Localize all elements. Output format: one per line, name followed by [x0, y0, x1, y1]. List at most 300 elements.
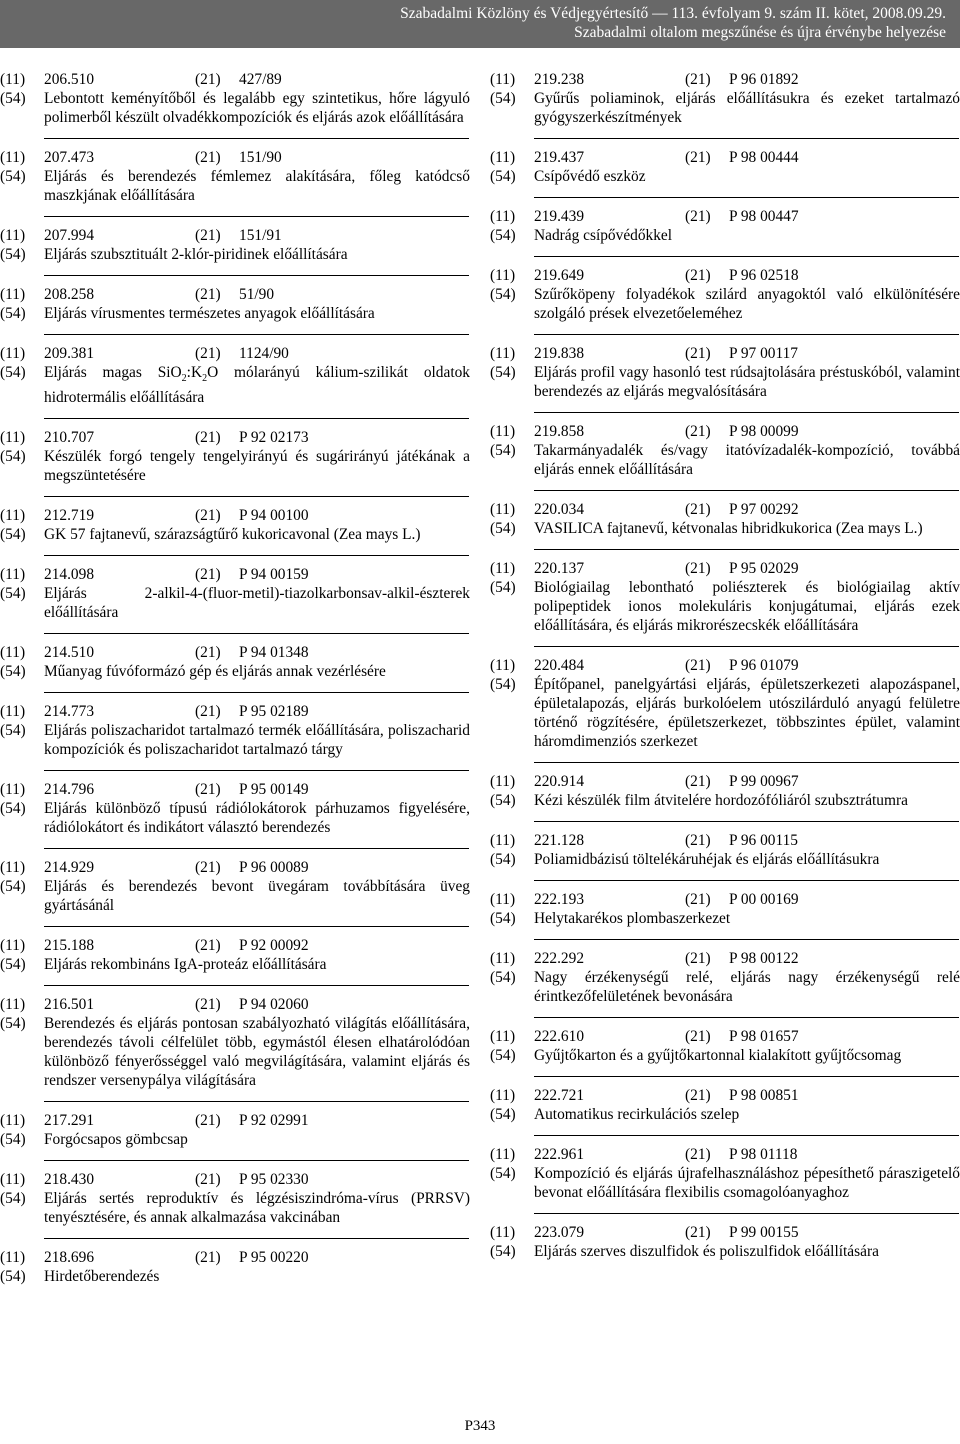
patent-entry	[0, 702, 470, 771]
patent-entry	[0, 428, 470, 497]
code-21-label: (21)	[685, 773, 711, 790]
patent-title: Gyűjtőkarton és a gyűjtőkartonnal kialakított gyűjtőcsomag	[534, 1047, 902, 1064]
code-54-label: (54)	[0, 878, 26, 896]
patent-number: 219.858	[534, 423, 585, 440]
patent-number: 220.914	[534, 773, 585, 790]
patent-number: 222.193	[534, 891, 585, 908]
section-title: Szabadalmi oltalom megszűnése és újra érvénybe helyezése	[574, 24, 946, 41]
application-number: 151/91	[239, 227, 282, 244]
code-11-label: (11)	[0, 566, 26, 584]
code-54-label: (54)	[490, 1165, 516, 1182]
patent-entry	[490, 148, 960, 198]
code-54-label: (54)	[490, 520, 516, 537]
code-21-label: (21)	[195, 781, 221, 799]
patent-number-row	[0, 565, 470, 584]
patent-title: Műanyag fúvóformázó gép és eljárás annak vezérlésére	[44, 663, 386, 681]
patent-number-row	[490, 266, 960, 285]
patent-entry	[0, 1170, 470, 1239]
patent-number-row	[490, 559, 960, 578]
code-11-label: (11)	[0, 996, 26, 1014]
patent-entry	[490, 1223, 960, 1273]
patent-title-row	[0, 799, 470, 837]
patent-title-row	[490, 968, 960, 1006]
patent-number-row	[0, 428, 470, 447]
application-number: P 98 00099	[729, 423, 799, 440]
patent-entry	[490, 344, 960, 413]
application-number: P 96 01079	[729, 657, 799, 674]
patent-title: Eljárás szerves diszulfidok és poliszulfidok előállítására	[534, 1243, 879, 1260]
patent-entry	[0, 148, 470, 217]
patent-title: Eljárás vírusmentes természetes anyagok előállítására	[44, 305, 375, 322]
patent-title: Eljárás és berendezés bevont üvegáram továbbítására üveg gyártásánál	[44, 878, 470, 915]
application-number: P 95 00220	[239, 1249, 309, 1267]
code-21-label: (21)	[195, 566, 221, 584]
patent-number-row	[0, 643, 470, 662]
application-number: P 95 00149	[239, 781, 309, 799]
patent-number: 220.034	[534, 501, 585, 518]
patent-title-row	[490, 441, 960, 479]
patent-title-row	[490, 226, 960, 245]
code-11-label: (11)	[0, 859, 26, 877]
patent-number-row	[490, 1086, 960, 1105]
code-11-label: (11)	[490, 267, 516, 284]
patent-number: 214.098	[44, 566, 95, 584]
code-54-label: (54)	[0, 90, 26, 107]
patent-title-row	[0, 955, 470, 974]
patent-number-row	[490, 207, 960, 226]
patent-number-row	[0, 702, 470, 721]
application-number: P 99 00967	[729, 773, 799, 790]
code-54-label: (54)	[0, 364, 26, 381]
patent-entry	[490, 1145, 960, 1214]
code-21-label: (21)	[685, 267, 711, 284]
patent-number-row	[0, 1111, 470, 1130]
code-54-label: (54)	[490, 227, 516, 244]
patent-entry	[490, 559, 960, 647]
code-54-label: (54)	[0, 663, 26, 681]
code-21-label: (21)	[685, 560, 711, 577]
code-11-label: (11)	[490, 950, 516, 967]
patent-number-row	[0, 285, 470, 304]
patent-title-row	[490, 578, 960, 635]
code-21-label: (21)	[195, 227, 221, 244]
patent-number-row	[490, 1145, 960, 1164]
patent-number: 222.961	[534, 1146, 585, 1163]
patent-number: 219.238	[534, 71, 585, 88]
patent-title-row	[0, 877, 470, 915]
patent-title: Kompozíció és eljárás újrafelhasználáshoz pépesíthető páraszigetelő bevonat előállítására flexibilis csomagolóanyaghoz	[534, 1165, 960, 1201]
code-54-label: (54)	[490, 579, 516, 596]
patent-number-row	[0, 506, 470, 525]
patent-number: 216.501	[44, 996, 95, 1014]
application-number: P 92 02991	[239, 1112, 309, 1130]
code-54-label: (54)	[490, 676, 516, 693]
patent-entry	[490, 70, 960, 139]
patent-number-row	[490, 890, 960, 909]
application-number: P 96 02518	[729, 267, 799, 284]
patent-entry	[0, 1248, 470, 1298]
patent-number: 208.258	[44, 286, 95, 303]
application-number: P 94 01348	[239, 644, 309, 662]
application-number: P 97 00117	[729, 345, 798, 362]
patent-title-row	[0, 167, 470, 205]
code-21-label: (21)	[685, 423, 711, 440]
patent-title-row	[490, 909, 960, 928]
patent-entry	[0, 226, 470, 276]
code-54-label: (54)	[490, 1047, 516, 1064]
code-21-label: (21)	[195, 937, 221, 955]
patent-title: Lebontott keményítőből és legalább egy szintetikus, hőre lágyuló polimerből készült olvadékkompozíciók és eljárás azok előállítására	[44, 90, 470, 126]
patent-number-row	[0, 780, 470, 799]
code-21-label: (21)	[685, 1087, 711, 1104]
patent-title-row	[0, 721, 470, 759]
code-54-label: (54)	[490, 851, 516, 868]
patent-entry	[490, 422, 960, 491]
patent-number: 219.649	[534, 267, 585, 284]
application-number: P 98 01118	[729, 1146, 798, 1163]
patent-number-row	[0, 344, 470, 363]
patent-number-row	[0, 1170, 470, 1189]
subscript: 2	[202, 373, 208, 385]
patent-title-row	[490, 285, 960, 323]
patent-title: Szűrőköpeny folyadékok szilárd anyagoktól való elkülönítésére szolgáló prések elvezetőeleméhez	[534, 286, 960, 322]
patent-title-row	[490, 363, 960, 401]
code-54-label: (54)	[0, 1131, 26, 1149]
code-21-label: (21)	[195, 1112, 221, 1130]
code-54-label: (54)	[490, 1243, 516, 1260]
code-21-label: (21)	[195, 71, 221, 88]
application-number: P 94 02060	[239, 996, 309, 1014]
application-number: P 98 01657	[729, 1028, 799, 1045]
patent-entry	[0, 344, 470, 419]
patent-number: 214.929	[44, 859, 95, 877]
patent-title: Eljárás különböző típusú rádiólokátorok párhuzamos figyelésére, rádiólokátort és indikátort választó berendezés	[44, 800, 470, 837]
code-11-label: (11)	[0, 937, 26, 955]
application-number: P 98 00122	[729, 950, 799, 967]
code-54-label: (54)	[0, 1190, 26, 1208]
patent-entry	[0, 70, 470, 139]
code-54-label: (54)	[0, 1268, 26, 1286]
code-11-label: (11)	[490, 891, 516, 908]
patent-entry	[0, 285, 470, 335]
patent-title-row	[0, 89, 470, 127]
code-21-label: (21)	[685, 208, 711, 225]
subscript: 2	[181, 373, 187, 385]
patent-title-row	[0, 662, 470, 681]
code-21-label: (21)	[685, 71, 711, 88]
application-number: P 98 00851	[729, 1087, 799, 1104]
patent-number-row	[490, 772, 960, 791]
code-11-label: (11)	[490, 1028, 516, 1045]
code-21-label: (21)	[195, 1171, 221, 1189]
patent-number-row	[490, 1223, 960, 1242]
patent-entry	[0, 936, 470, 986]
code-54-label: (54)	[0, 585, 26, 603]
patent-number-row	[0, 148, 470, 167]
code-11-label: (11)	[0, 71, 26, 88]
code-21-label: (21)	[685, 1224, 711, 1241]
application-number: P 95 02330	[239, 1171, 309, 1189]
code-54-label: (54)	[0, 722, 26, 740]
patent-number: 219.439	[534, 208, 585, 225]
code-54-label: (54)	[0, 1015, 26, 1033]
patent-entry	[0, 643, 470, 693]
patent-title-row	[490, 791, 960, 810]
code-54-label: (54)	[490, 286, 516, 303]
code-54-label: (54)	[490, 168, 516, 185]
patent-entry	[0, 1111, 470, 1161]
patent-title-row	[490, 89, 960, 127]
application-number: P 99 00155	[729, 1224, 799, 1241]
patent-number: 214.796	[44, 781, 95, 799]
application-number: P 96 00115	[729, 832, 798, 849]
code-21-label: (21)	[195, 703, 221, 721]
application-number: P 96 00089	[239, 859, 309, 877]
code-21-label: (21)	[685, 149, 711, 166]
patent-title: Eljárás 2-alkil-4-(fluor-metil)-tiazolkarbonsav-alkil-észterek előállítására	[44, 585, 470, 622]
application-number: P 00 00169	[729, 891, 799, 908]
patent-title-row	[0, 304, 470, 323]
patent-title: Eljárás szubsztituált 2-klór-piridinek előállítására	[44, 246, 348, 263]
patent-title: Forgócsapos gömbcsap	[44, 1131, 188, 1149]
patent-number-row	[0, 936, 470, 955]
patent-entry	[0, 780, 470, 849]
patent-number: 218.430	[44, 1171, 95, 1189]
code-11-label: (11)	[490, 832, 516, 849]
patent-title: Eljárás profil vagy hasonló test rúdsajtolására préstuskóból, valamint berendezés az eljárás megvalósítására	[534, 364, 960, 400]
code-54-label: (54)	[490, 792, 516, 809]
patent-number: 221.128	[534, 832, 585, 849]
code-11-label: (11)	[0, 781, 26, 799]
code-54-label: (54)	[490, 90, 516, 107]
journal-title: Szabadalmi Közlöny és Védjegyértesítő — 113. évfolyam 9. szám II. kötet, 2008.09.29.	[400, 5, 946, 22]
patent-title-row	[0, 1267, 470, 1286]
code-21-label: (21)	[195, 1249, 221, 1267]
code-21-label: (21)	[195, 149, 221, 166]
application-number: P 98 00447	[729, 208, 799, 225]
patent-title-row	[490, 1164, 960, 1202]
patent-number: 206.510	[44, 71, 95, 88]
patent-number: 219.838	[534, 345, 585, 362]
patent-number: 210.707	[44, 429, 95, 447]
patent-title: Eljárás sertés reproduktív és légzésiszindróma-vírus (PRRSV) tenyésztésére, és annak alkalmazása vakcinában	[44, 1190, 470, 1227]
patent-title: Gyűrűs poliaminok, eljárás előállításukra és ezeket tartalmazó gyógyszerkészítmények	[534, 90, 960, 126]
code-11-label: (11)	[490, 1224, 516, 1241]
patent-title: Automatikus recirkulációs szelep	[534, 1106, 740, 1123]
patent-entry	[490, 500, 960, 550]
patent-number: 215.188	[44, 937, 95, 955]
patent-number-row	[490, 656, 960, 675]
code-11-label: (11)	[490, 501, 516, 518]
patent-title-row	[0, 525, 470, 544]
code-54-label: (54)	[490, 1106, 516, 1123]
page-number: P343	[464, 1418, 496, 1434]
application-number: 51/90	[239, 286, 275, 303]
patent-title: Nagy érzékenységű relé, eljárás nagy érzékenységű relé érintkezőfelületének bevonására	[534, 969, 960, 1005]
code-11-label: (11)	[0, 644, 26, 662]
code-11-label: (11)	[0, 429, 26, 447]
code-21-label: (21)	[685, 501, 711, 518]
patent-title: Készülék forgó tengely tengelyirányú és sugárirányú játékának a megszüntetésére	[44, 448, 470, 485]
application-number: P 97 00292	[729, 501, 799, 518]
code-21-label: (21)	[685, 950, 711, 967]
application-number: P 92 02173	[239, 429, 309, 447]
patent-title-row	[490, 1242, 960, 1261]
left-column	[0, 70, 470, 1307]
patent-title-row	[490, 519, 960, 538]
patent-number-row	[490, 949, 960, 968]
patent-number-row	[490, 70, 960, 89]
patent-entry	[490, 1027, 960, 1077]
patent-title: Takarmányadalék és/vagy itatóvízadalék-kompozíció, továbbá eljárás ennek előállítására	[534, 442, 960, 478]
patent-number: 220.137	[534, 560, 585, 577]
code-11-label: (11)	[0, 1112, 26, 1130]
code-11-label: (11)	[490, 345, 516, 362]
code-21-label: (21)	[685, 1146, 711, 1163]
patent-number: 219.437	[534, 149, 585, 166]
code-11-label: (11)	[490, 657, 516, 674]
patent-title-row	[0, 245, 470, 264]
patent-number: 209.381	[44, 345, 95, 362]
patent-title: Biológiailag lebontható poliészterek és biológiailag aktív polipeptidek ionos molekuláris konjugátumai, eljárás ezek előállítására, és eljárás mikrorészecskék előállítására	[534, 579, 960, 634]
code-11-label: (11)	[0, 507, 26, 525]
patent-number-row	[490, 500, 960, 519]
patent-title: Nadrág csípővédőkkel	[534, 227, 673, 244]
code-11-label: (11)	[490, 423, 516, 440]
code-11-label: (11)	[0, 149, 26, 166]
code-11-label: (11)	[490, 773, 516, 790]
code-11-label: (11)	[0, 227, 26, 244]
application-number: 151/90	[239, 149, 282, 166]
code-11-label: (11)	[490, 208, 516, 225]
code-21-label: (21)	[685, 345, 711, 362]
patent-number-row	[0, 226, 470, 245]
code-54-label: (54)	[0, 305, 26, 322]
patent-entry	[490, 890, 960, 940]
patent-number: 207.473	[44, 149, 95, 166]
patent-entry	[490, 1086, 960, 1136]
code-21-label: (21)	[195, 859, 221, 877]
code-54-label: (54)	[0, 448, 26, 466]
code-11-label: (11)	[490, 560, 516, 577]
code-21-label: (21)	[195, 644, 221, 662]
patent-title-row	[490, 167, 960, 186]
application-number: 427/89	[239, 71, 282, 88]
code-54-label: (54)	[0, 246, 26, 263]
code-11-label: (11)	[490, 149, 516, 166]
patent-number-row	[0, 70, 470, 89]
right-column	[490, 70, 960, 1282]
patent-number: 217.291	[44, 1112, 95, 1130]
patent-title: Helytakarékos plombaszerkezet	[534, 910, 731, 927]
patent-number-row	[490, 344, 960, 363]
patent-entry	[490, 949, 960, 1018]
code-21-label: (21)	[195, 996, 221, 1014]
application-number: P 95 02189	[239, 703, 309, 721]
patent-title-row	[490, 850, 960, 869]
patent-title-row	[0, 363, 470, 407]
code-11-label: (11)	[490, 71, 516, 88]
code-11-label: (11)	[0, 286, 26, 303]
patent-title-row	[0, 584, 470, 622]
code-54-label: (54)	[0, 800, 26, 818]
patent-title-row	[0, 1189, 470, 1227]
code-54-label: (54)	[490, 969, 516, 986]
patent-number: 223.079	[534, 1224, 585, 1241]
patent-number: 214.510	[44, 644, 95, 662]
patent-title: Eljárás rekombináns IgA-proteáz előállítására	[44, 956, 327, 974]
patent-number: 220.484	[534, 657, 585, 674]
patent-title-row	[0, 447, 470, 485]
code-11-label: (11)	[0, 345, 26, 362]
patent-number-row	[490, 1027, 960, 1046]
patent-title: Berendezés és eljárás pontosan szabályozható világítás előállítására, berendezés távoli célfelület több, egymástól élesen elhatárolódóan különböző fényerősséggel való megvilágítására, valamint eljárás és rendszer versenypálya világítására	[44, 1015, 470, 1090]
code-11-label: (11)	[490, 1146, 516, 1163]
patent-entry	[490, 207, 960, 257]
patent-number-row	[0, 858, 470, 877]
code-21-label: (21)	[685, 1028, 711, 1045]
patent-title: Kézi készülék film átvitelére hordozófóliáról szubsztrátumra	[534, 792, 908, 809]
code-21-label: (21)	[195, 507, 221, 525]
patent-number-row	[490, 831, 960, 850]
patent-title: Eljárás és berendezés fémlemez alakítására, főleg katódcső maszkjának előállítására	[44, 168, 470, 204]
patent-entry	[490, 656, 960, 763]
patent-number: 222.610	[534, 1028, 585, 1045]
patent-title	[44, 363, 470, 407]
application-number: P 95 02029	[729, 560, 799, 577]
application-number: P 98 00444	[729, 149, 799, 166]
application-number: P 92 00092	[239, 937, 309, 955]
code-21-label: (21)	[685, 891, 711, 908]
title-part: Eljárás magas SiO	[44, 364, 182, 381]
code-54-label: (54)	[490, 910, 516, 927]
code-11-label: (11)	[0, 703, 26, 721]
patent-number: 207.994	[44, 227, 95, 244]
patent-title-row	[490, 1105, 960, 1124]
patent-title: Eljárás poliszacharidot tartalmazó termék előállítására, poliszacharid kompozíciók és poliszacharidot tartalmazó tárgy	[44, 722, 470, 759]
patent-entry	[490, 772, 960, 822]
patent-entry	[0, 565, 470, 634]
code-54-label: (54)	[490, 364, 516, 381]
patent-number: 214.773	[44, 703, 95, 721]
patent-title-row	[490, 675, 960, 751]
code-21-label: (21)	[195, 286, 221, 303]
patent-entry	[0, 858, 470, 927]
patent-number-row	[0, 995, 470, 1014]
patent-title-row	[0, 1130, 470, 1149]
patent-title: Poliamidbázisú töltelékáruhéjak és eljárás előállításukra	[534, 851, 880, 868]
application-number: P 96 01892	[729, 71, 799, 88]
patent-number: 222.721	[534, 1087, 585, 1104]
page-header	[0, 0, 960, 48]
patent-number: 218.696	[44, 1249, 95, 1267]
patent-title: Hirdetőberendezés	[44, 1268, 160, 1286]
patent-title: VASILICA fajtanevű, kétvonalas hibridkukorica (Zea mays L.)	[534, 520, 923, 537]
patent-title-row	[490, 1046, 960, 1065]
application-number: 1124/90	[239, 345, 289, 362]
patent-number-row	[0, 1248, 470, 1267]
title-part: :K	[186, 364, 203, 381]
patent-number: 212.719	[44, 507, 95, 525]
application-number: P 94 00100	[239, 507, 309, 525]
patent-title: GK 57 fajtanevű, szárazságtűrő kukoricavonal (Zea mays L.)	[44, 526, 421, 544]
patent-number-row	[490, 148, 960, 167]
code-21-label: (21)	[195, 429, 221, 447]
code-54-label: (54)	[490, 442, 516, 459]
patent-title: Építőpanel, panelgyártási eljárás, épületszerkezeti alapozáspanel, épületalapozás, eljárás burkolóelem utószilárduló anyagú felületre történő rögzítésére, épületszerkezet, többszintes épület, valamint háromdimenziós szerkezet	[534, 676, 960, 750]
patent-entry	[490, 266, 960, 335]
patent-title: Csípővédő eszköz	[534, 168, 646, 185]
